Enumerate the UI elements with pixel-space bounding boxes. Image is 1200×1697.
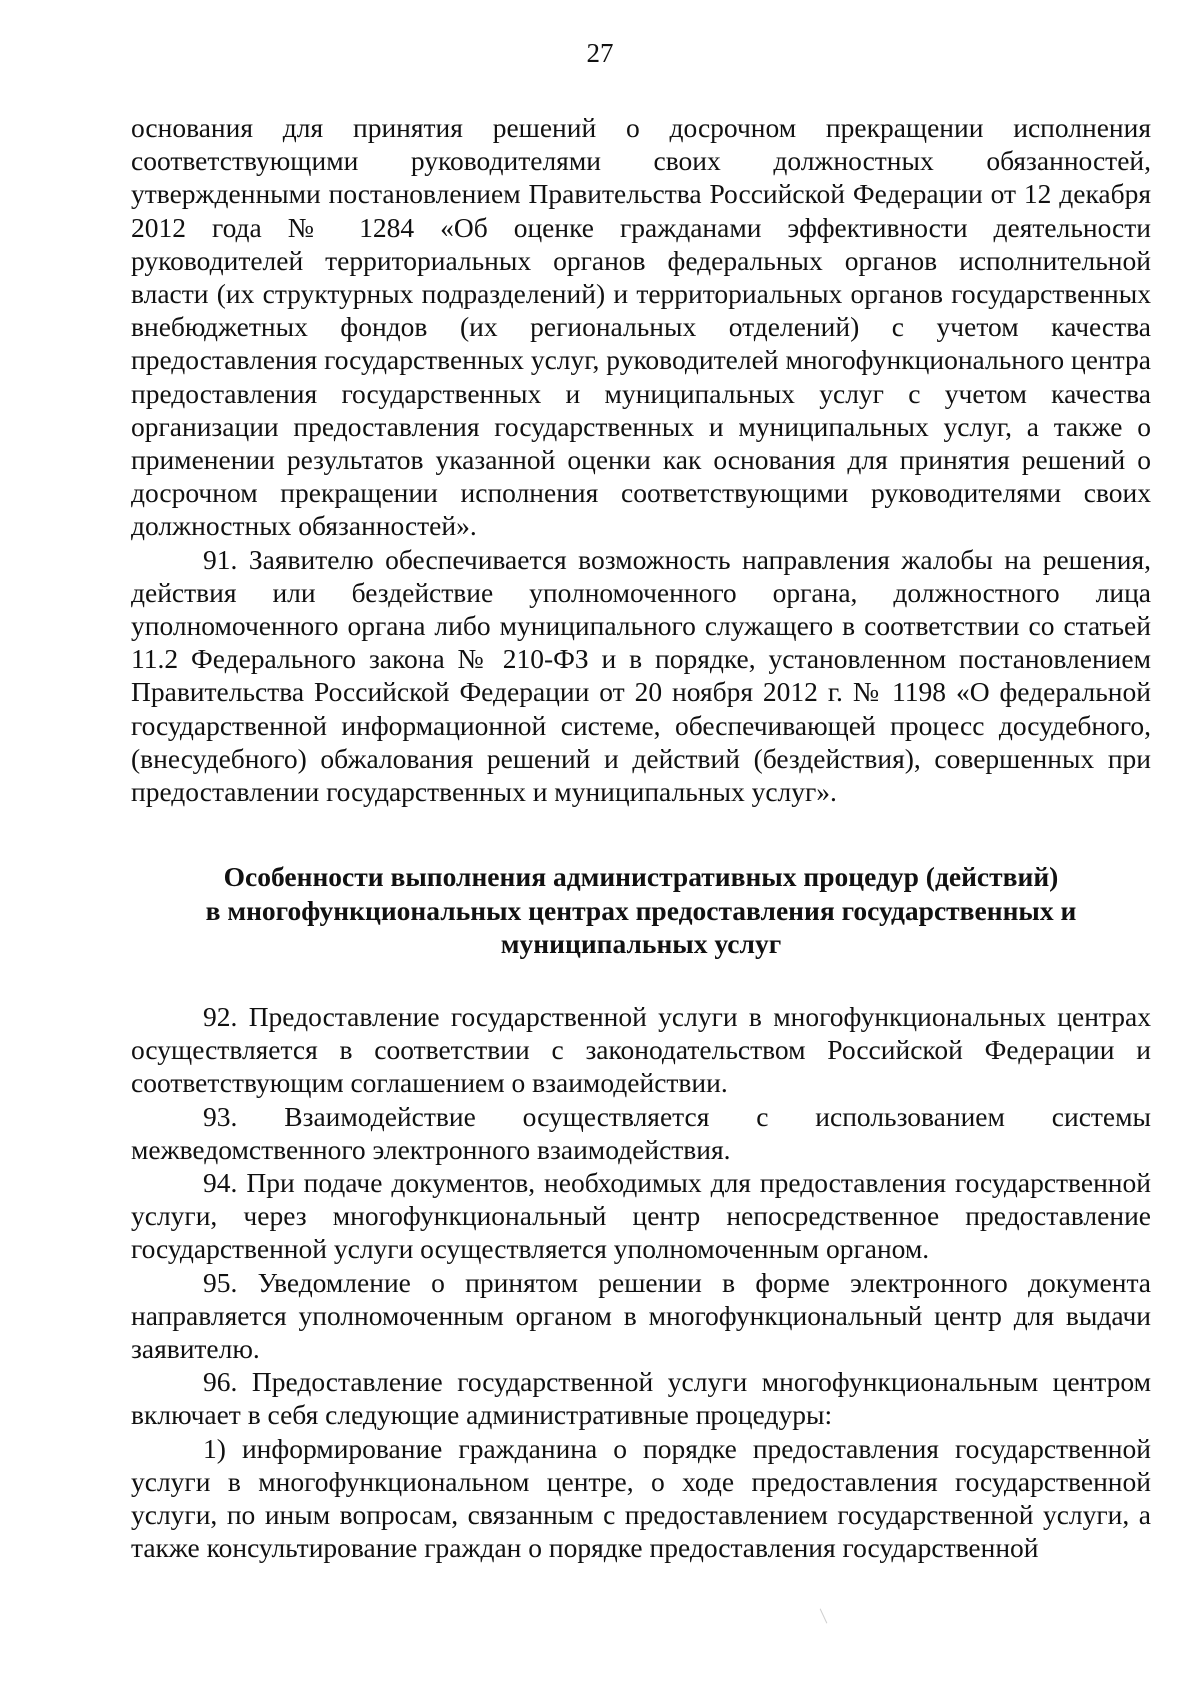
section-heading-line-3: муниципальных услуг [500, 928, 782, 959]
section-heading [131, 860, 1151, 961]
paragraph-91: 91. Заявителю обеспечивается возможность направления жалобы на решения, действия или бездействие уполномоченного органа, должностного лица уполномоченного органа либо муниципального служащего в соответствии со статьей 11.2 Федерального закона № 210-ФЗ и в порядке, установленном постановлением Правительства Российской Федерации от 20 ноября 2012 г. № 1198 «О федеральной государственной информационной системе, обеспечивающей процесс досудебного, (внесудебного) обжалования решений и действий (бездействия), совершенных при предоставлении государственных и муниципальных услуг». [131, 543, 1151, 808]
scan-mark [820, 1609, 828, 1624]
paragraph-continuation: основания для принятия решений о досрочном прекращении исполнения соответствующими руководителями своих должностных обязанностей, утвержденными постановлением Правительства Российской Федерации от 12 декабря 2012 года № 1284 «Об оценке гражданами эффективности деятельности руководителей территориальных органов федеральных органов исполнительной власти (их структурных подразделений) и территориальных органов государственных внебюджетных фондов (их региональных отделений) с учетом качества предоставления государственных услуг, руководителей многофункционального центра предоставления государственных и муниципальных услуг с учетом качества организации предоставления государственных и муниципальных услуг, а также о применении результатов указанной оценки как основания для принятия решений о досрочном прекращении исполнения соответствующими руководителями своих должностных обязанностей». [131, 112, 1151, 542]
text-block-bottom [131, 1000, 1151, 1564]
paragraph-96-item-1: 1) информирование гражданина о порядке предоставления государственной услуги в многофункциональном центре, о ходе предоставления государственной услуги, по иным вопросам, связанным с предоставлением государственной услуги, а также консультирование граждан о порядке предоставления государственной [131, 1432, 1151, 1564]
paragraph-95: 95. Уведомление о принятом решении в форме электронного документа направляется уполномоченным органом в многофункциональный центр для выдачи заявителю. [131, 1266, 1151, 1365]
text-block-top [131, 111, 1151, 808]
section-heading-line-1: Особенности выполнения административных процедур (действий) [223, 861, 1059, 892]
paragraph-94: 94. При подаче документов, необходимых для предоставления государственной услуги, через многофункциональный центр непосредственное предоставление государственной услуги осуществляется уполномоченным органом. [131, 1167, 1151, 1265]
paragraph-93: 93. Взаимодействие осуществляется с использованием системы межведомственного электронного взаимодействия. [131, 1100, 1151, 1165]
page-number: 27 [586, 38, 614, 68]
paragraph-92: 92. Предоставление государственной услуги в многофункциональных центрах осуществляется в соответствии с законодательством Российской Федерации и соответствующим соглашением о взаимодействии. [131, 1001, 1151, 1099]
paragraph-96: 96. Предоставление государственной услуги многофункциональным центром включает в себя следующие административные процедуры: [131, 1366, 1151, 1431]
section-heading-line-2: в многофункциональных центрах предоставления государственных и [205, 894, 1077, 926]
